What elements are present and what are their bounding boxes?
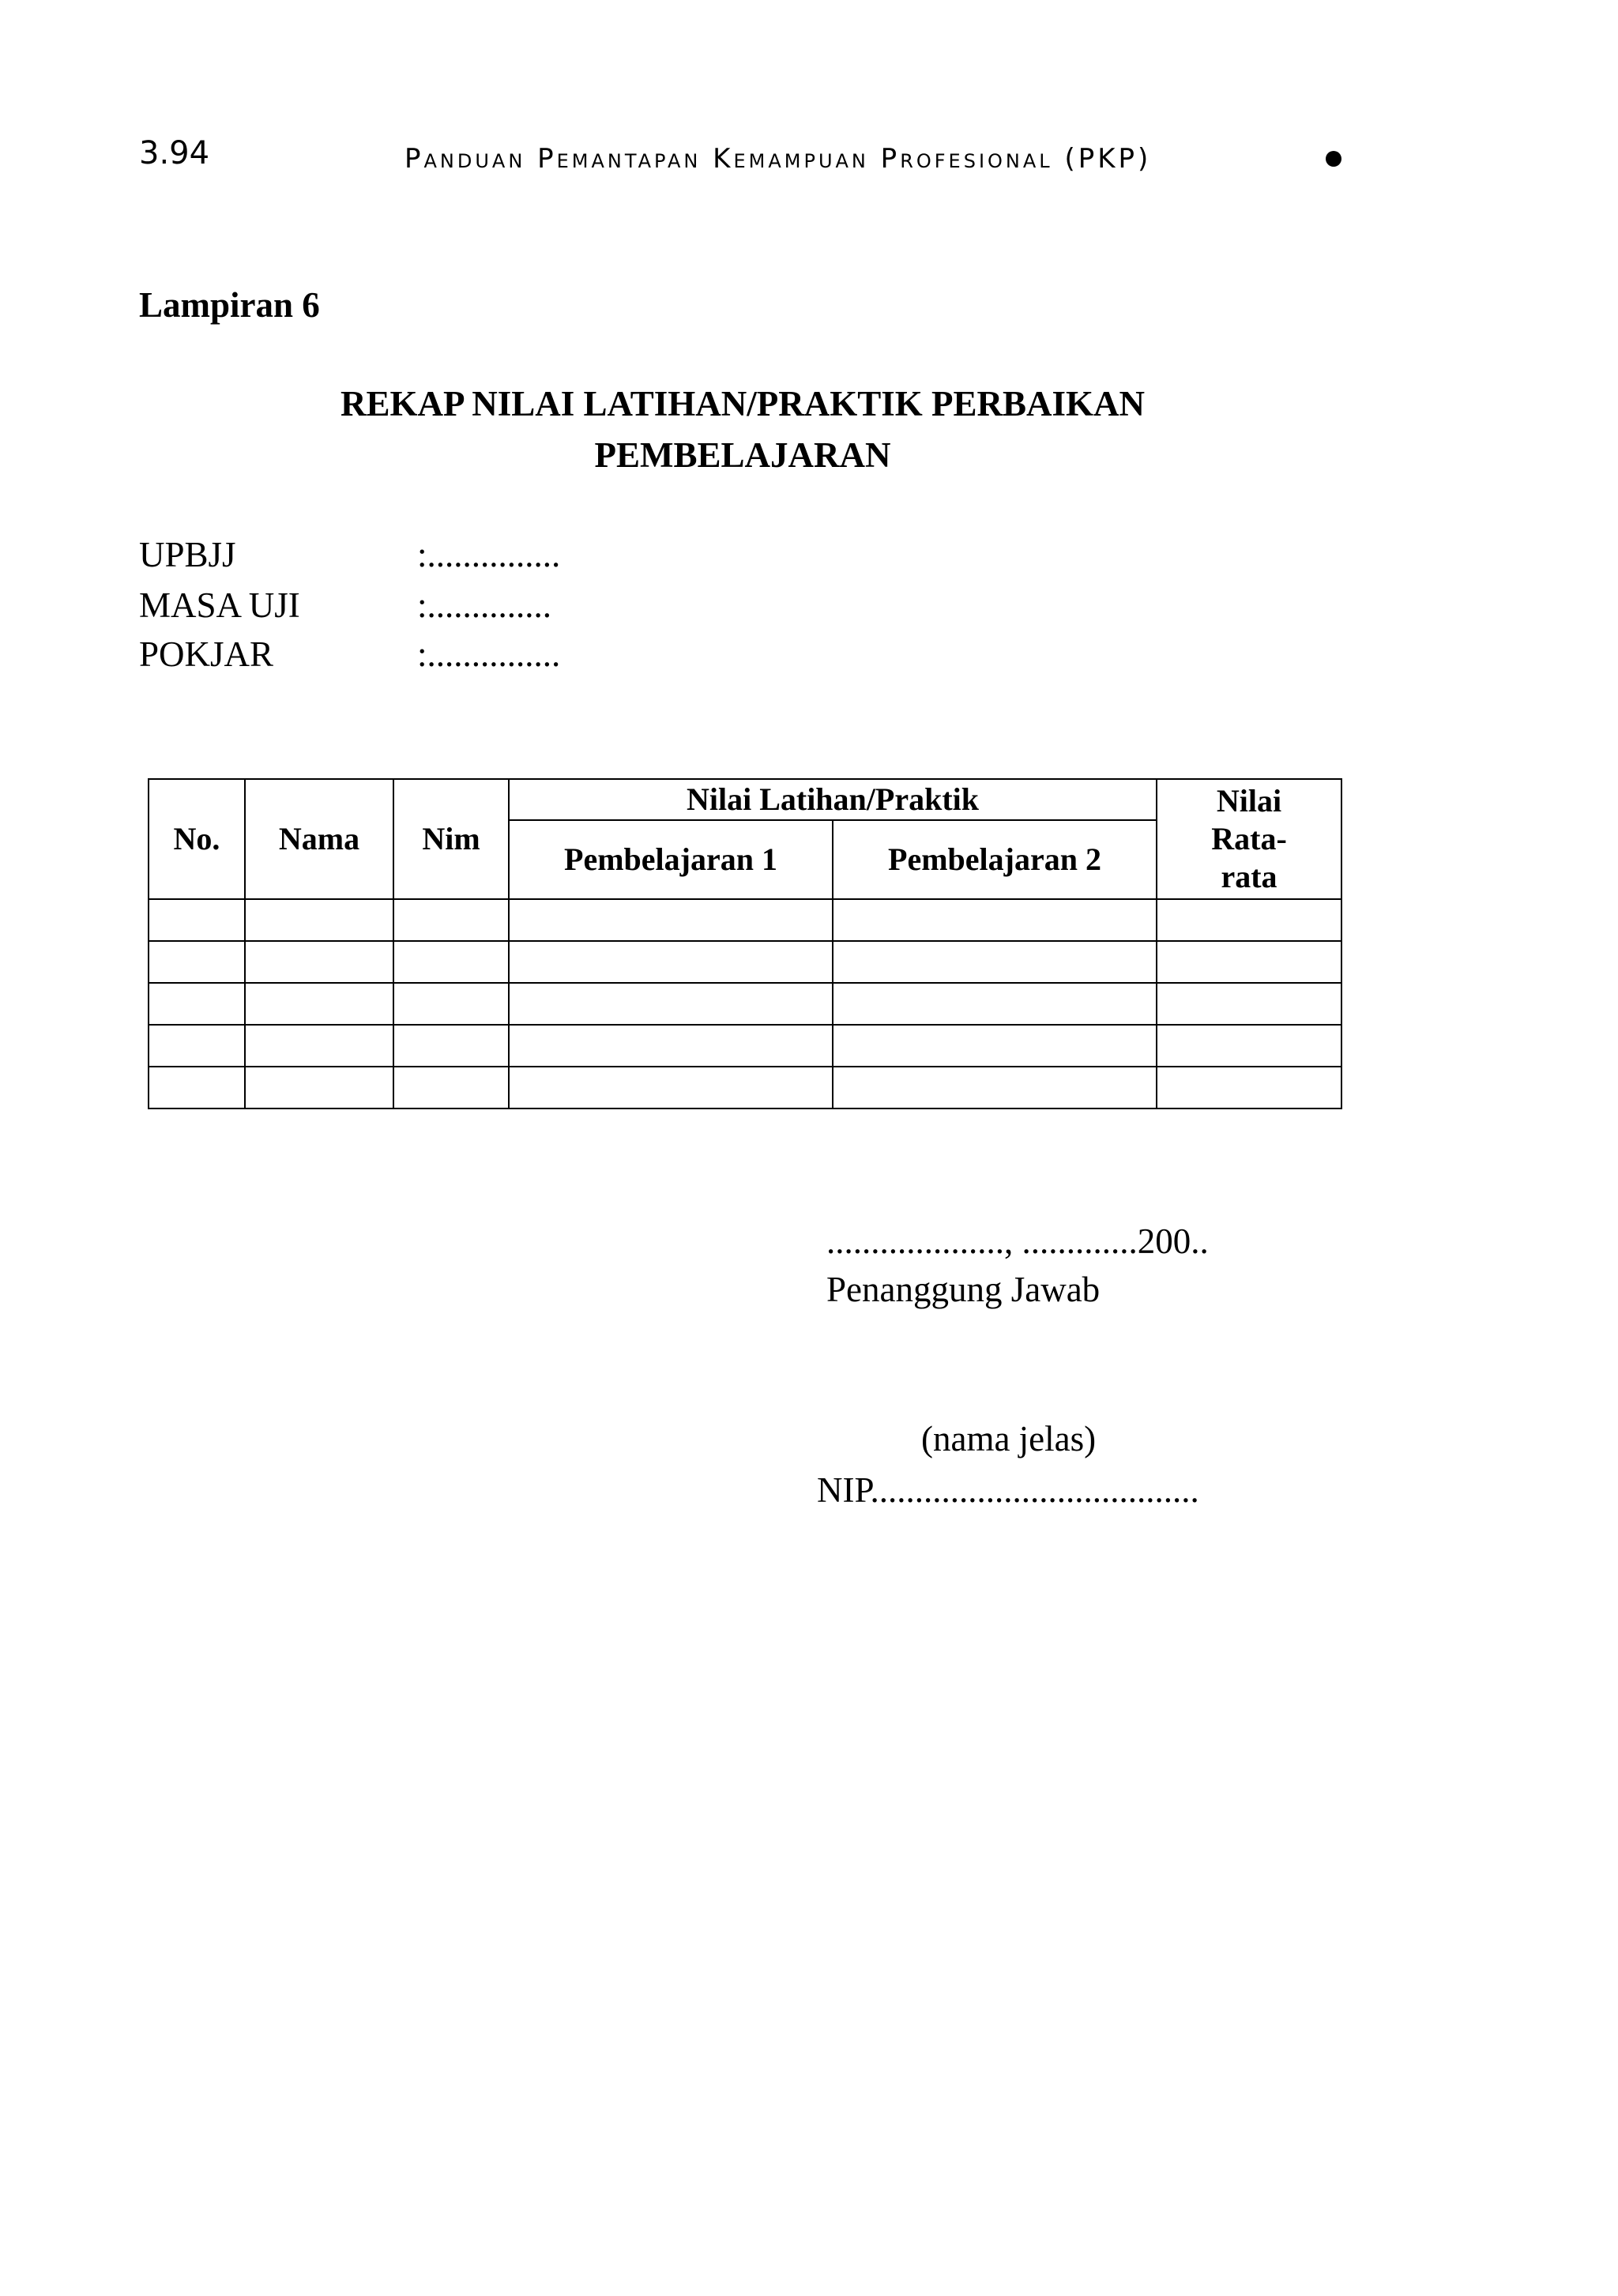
table-cell (245, 899, 393, 941)
column-header-nama: Nama (245, 779, 393, 899)
score-recap-table (148, 778, 1342, 1109)
table-cell (833, 983, 1157, 1025)
column-header-no: No. (149, 779, 245, 899)
field-label-upbjj: UPBJJ (139, 535, 236, 574)
table-cell (1157, 1025, 1341, 1067)
table-row (149, 941, 1341, 983)
table-cell (1157, 983, 1341, 1025)
column-header-nim: Nim (393, 779, 509, 899)
table-body (149, 899, 1341, 1108)
column-header-pembelajaran-1: Pembelajaran 1 (509, 820, 833, 899)
field-value-upbjj: :............... (417, 535, 561, 574)
column-header-pembelajaran-2: Pembelajaran 2 (833, 820, 1157, 899)
attachment-label: Lampiran 6 (139, 285, 320, 325)
table-cell (509, 1067, 833, 1108)
table-cell (509, 1025, 833, 1067)
signature-date-line: ...................., .............200.. (826, 1221, 1209, 1261)
signer-role: Penanggung Jawab (826, 1270, 1101, 1309)
table-cell (1157, 941, 1341, 983)
bullet-dot-icon (1326, 151, 1341, 167)
signer-nip-line: NIP..................................... (817, 1470, 1199, 1510)
field-label-pokjar: POKJAR (139, 634, 274, 674)
page-number: 3.94 (139, 135, 210, 171)
table-row (149, 1067, 1341, 1108)
table-cell (149, 899, 245, 941)
running-head: Panduan Pemantapan Kemampuan Profesional (PKP) (404, 143, 1152, 175)
field-value-masa-uji: :.............. (417, 585, 552, 625)
table-cell (509, 983, 833, 1025)
table-row (149, 899, 1341, 941)
table-cell (245, 1067, 393, 1108)
table-cell (149, 1025, 245, 1067)
table-cell (833, 899, 1157, 941)
table-cell (833, 1025, 1157, 1067)
column-group-header-nilai-latihan: Nilai Latihan/Praktik (509, 779, 1157, 820)
column-header-nilai-rata-rata (1157, 779, 1341, 899)
table-cell (245, 983, 393, 1025)
table-cell (149, 983, 245, 1025)
table-cell (393, 1025, 509, 1067)
average-header-line-2: Rata- (1211, 821, 1287, 856)
document-title-line-1: REKAP NILAI LATIHAN/PRAKTIK PERBAIKAN (340, 384, 1146, 423)
table-cell (393, 941, 509, 983)
table-cell (393, 983, 509, 1025)
table-cell (245, 1025, 393, 1067)
table-cell (509, 941, 833, 983)
table-cell (245, 941, 393, 983)
signer-name-placeholder: (nama jelas) (921, 1419, 1097, 1459)
table-cell (393, 899, 509, 941)
average-header-line-1: Nilai (1216, 783, 1282, 819)
average-header-line-3: rata (1221, 859, 1277, 894)
table-cell (149, 941, 245, 983)
document-title-line-2: PEMBELAJARAN (594, 435, 891, 475)
table-cell (833, 941, 1157, 983)
field-label-masa-uji: MASA UJI (139, 585, 300, 625)
table-cell (149, 1067, 245, 1108)
table-row (149, 1025, 1341, 1067)
table-cell (393, 1067, 509, 1108)
field-value-pokjar: :............... (417, 634, 561, 674)
table-row (149, 983, 1341, 1025)
table-cell (1157, 1067, 1341, 1108)
table-cell (1157, 899, 1341, 941)
table-cell (509, 899, 833, 941)
table-cell (833, 1067, 1157, 1108)
